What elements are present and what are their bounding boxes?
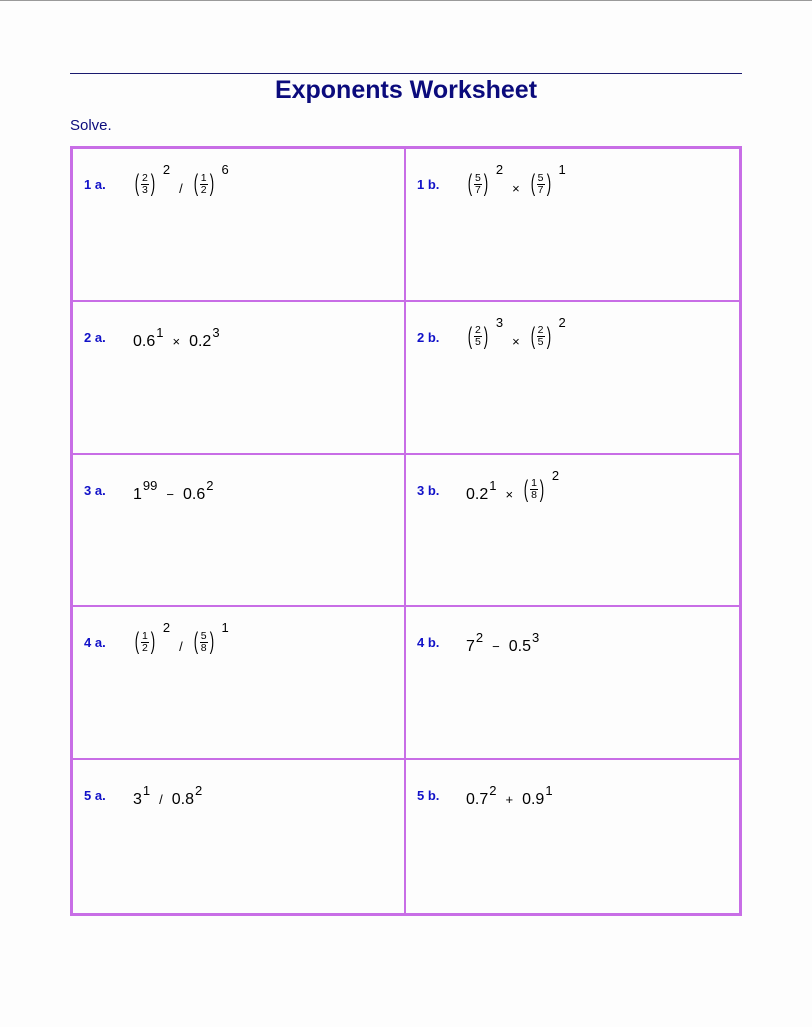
problem-cell [73, 607, 406, 760]
fraction [474, 325, 482, 348]
right-paren: ) [483, 322, 489, 350]
power-term [172, 774, 202, 810]
fraction [141, 173, 149, 196]
problem-label: 3 b. [417, 482, 440, 498]
fraction-denominator: 5 [475, 336, 481, 349]
fraction [537, 325, 545, 348]
fraction-numerator: 2 [475, 324, 481, 337]
term-exponent: 99 [142, 477, 158, 493]
term-exponent: 2 [489, 783, 497, 799]
left-paren: ( [530, 170, 535, 197]
right-paren: ) [546, 170, 551, 197]
fraction-numerator: 5 [200, 629, 207, 642]
operator: + [505, 792, 514, 808]
parenthesized-fraction [192, 629, 216, 655]
fraction-power-term [529, 163, 566, 197]
term-base: 0.7 [466, 791, 489, 809]
term-exponent: 2 [195, 783, 203, 799]
problem-expression [466, 774, 553, 814]
term-base: 7 [466, 638, 475, 656]
fraction-power-term [466, 163, 503, 197]
problem-label: 3 a. [84, 482, 106, 498]
fraction-denominator: 8 [531, 489, 537, 502]
fraction-denominator: 5 [537, 336, 544, 349]
term-exponent: 1 [558, 162, 566, 177]
fraction-numerator: 5 [537, 171, 544, 184]
problem-expression [133, 163, 229, 203]
term-base: 3 [133, 791, 142, 809]
term-exponent: 3 [212, 324, 220, 340]
power-term [183, 469, 213, 505]
fraction [141, 631, 149, 654]
term-exponent: 2 [162, 162, 171, 177]
problem-expression [466, 316, 566, 356]
fraction [474, 173, 482, 196]
fraction-denominator: 7 [537, 183, 544, 196]
operator: × [512, 181, 520, 196]
problem-expression [466, 621, 539, 661]
fraction [200, 173, 208, 196]
worksheet-title: Exponents Worksheet [274, 76, 538, 104]
term-base: 1 [133, 485, 142, 503]
problem-expression [133, 316, 220, 356]
fraction-denominator: 2 [200, 183, 207, 196]
term-exponent: 6 [221, 162, 229, 177]
problem-cell [73, 760, 406, 913]
problem-label: 4 a. [84, 635, 106, 651]
right-paren: ) [150, 170, 156, 197]
fraction-numerator: 2 [142, 171, 148, 184]
left-paren: ( [530, 322, 535, 350]
parenthesized-fraction [529, 171, 553, 197]
left-paren: ( [193, 628, 198, 656]
operator: × [505, 486, 514, 502]
power-term [509, 621, 539, 657]
left-paren: ( [193, 170, 198, 197]
term-base: 0.8 [171, 791, 195, 809]
right-paren: ) [539, 475, 545, 503]
power-term [522, 774, 552, 810]
fraction-numerator: 1 [531, 477, 537, 490]
problem-expression [133, 774, 202, 814]
fraction-denominator: 7 [475, 183, 481, 196]
fraction-power-term [522, 469, 559, 503]
fraction-power-term [192, 621, 229, 655]
term-exponent: 1 [156, 324, 164, 340]
right-paren: ) [209, 170, 214, 197]
term-exponent: 3 [495, 314, 504, 330]
operator: × [512, 333, 520, 349]
power-term [133, 316, 163, 352]
problem-cell [406, 455, 739, 608]
term-exponent: 2 [475, 630, 484, 646]
term-exponent: 2 [162, 620, 171, 636]
problem-label: 5 a. [84, 788, 106, 804]
power-term [133, 469, 157, 505]
operator: − [492, 639, 500, 655]
problem-label: 1 a. [84, 177, 106, 192]
term-exponent: 1 [142, 783, 151, 799]
problem-cell [406, 760, 739, 913]
operator: / [179, 181, 183, 196]
power-term [466, 621, 483, 657]
fraction-power-term [529, 316, 566, 350]
problem-expression [133, 469, 213, 509]
power-term [466, 469, 496, 505]
term-base: 0.6 [133, 332, 156, 350]
term-exponent: 2 [558, 314, 566, 330]
fraction-numerator: 5 [475, 171, 481, 184]
left-paren: ( [134, 628, 140, 656]
problem-cell [73, 455, 406, 608]
term-base: 0.5 [508, 638, 531, 656]
right-paren: ) [483, 170, 489, 197]
problem-label: 2 a. [84, 329, 106, 345]
parenthesized-fraction [466, 171, 490, 197]
operator: × [172, 333, 181, 349]
problem-label: 2 b. [417, 329, 440, 345]
term-exponent: 2 [495, 162, 504, 177]
term-base: 0.6 [182, 485, 206, 503]
fraction-denominator: 8 [200, 641, 207, 654]
fraction-power-term [133, 163, 170, 197]
power-term [466, 774, 496, 810]
term-exponent: 2 [206, 477, 214, 493]
problem-label: 1 b. [417, 177, 440, 192]
fraction-denominator: 3 [142, 183, 148, 196]
right-paren: ) [150, 628, 156, 656]
operator: − [166, 486, 174, 502]
fraction-power-term [192, 163, 229, 197]
left-paren: ( [523, 475, 529, 503]
fraction-power-term [466, 316, 503, 350]
fraction-numerator: 1 [200, 171, 207, 184]
left-paren: ( [467, 322, 473, 350]
left-paren: ( [134, 170, 140, 197]
problem-label: 4 b. [417, 635, 440, 651]
parenthesized-fraction [522, 477, 546, 503]
problem-label: 5 b. [417, 788, 440, 804]
parenthesized-fraction [133, 171, 157, 197]
term-base: 0.2 [189, 332, 212, 350]
problem-grid [70, 146, 742, 916]
operator: / [179, 639, 183, 655]
fraction-numerator: 1 [142, 629, 148, 642]
right-paren: ) [546, 322, 551, 350]
fraction-power-term [133, 621, 170, 655]
parenthesized-fraction [133, 629, 157, 655]
fraction [200, 631, 208, 654]
parenthesized-fraction [466, 324, 490, 350]
fraction-numerator: 2 [537, 324, 544, 337]
term-exponent: 3 [531, 630, 540, 646]
problem-cell [406, 302, 739, 455]
fraction [537, 173, 545, 196]
term-exponent: 1 [489, 477, 497, 493]
term-exponent: 2 [551, 467, 560, 483]
right-paren: ) [209, 628, 214, 656]
title-rule [70, 73, 742, 74]
parenthesized-fraction [192, 171, 216, 197]
power-term [133, 774, 150, 810]
problem-cell [73, 302, 406, 455]
problem-expression [466, 469, 559, 509]
term-base: 0.2 [466, 485, 489, 503]
power-term [189, 316, 219, 352]
term-exponent: 1 [221, 620, 229, 636]
problem-expression [133, 621, 229, 661]
parenthesized-fraction [529, 324, 553, 350]
problem-cell [406, 149, 739, 302]
term-exponent: 1 [545, 783, 553, 799]
problem-cell [73, 149, 406, 302]
term-base: 0.9 [522, 791, 545, 809]
fraction [530, 478, 538, 501]
problem-expression [466, 163, 566, 203]
instruction-text: Solve. [70, 117, 112, 134]
fraction-denominator: 2 [142, 641, 148, 654]
left-paren: ( [467, 170, 473, 197]
operator: / [159, 792, 163, 808]
problem-cell [406, 607, 739, 760]
